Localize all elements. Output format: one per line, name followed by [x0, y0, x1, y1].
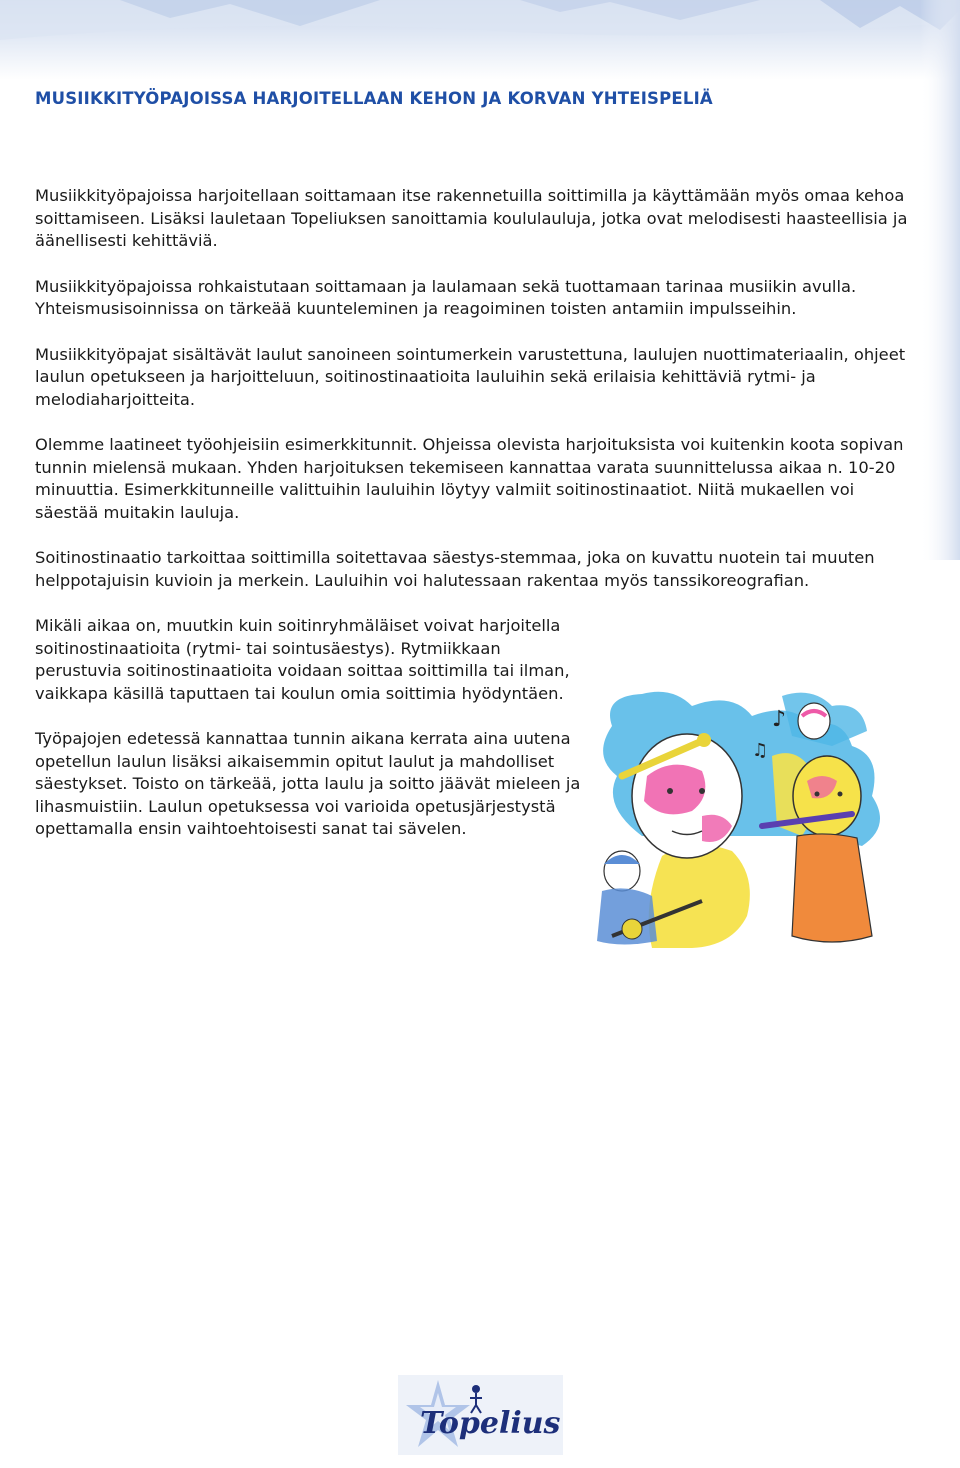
paragraph: Työpajojen edetessä kannattaa tunnin aikana kerrata aina uutena opetellun laulun lisäksi aikaisemmin opitut laulut ja mahdolliset säestykset. Toisto on tärkeää, jotta laulu ja soitto jäävät mieleen ja lihasmuistiin. Laulun opetuksessa voi varioida opetusjärjestystä opettamalla ensin vaihtoehtoisesti sanat tai sävelen.: [35, 729, 581, 838]
paragraph: Mikäli aikaa on, muutkin kuin soitinryhmäläiset voivat harjoitella soitinostinaatioita (rytmi- tai sointusäestys). Rytmiikkaan perustuvia soitinostinaatioita voidaan soittaa soittimilla tai ilman, vaikkapa käsillä taputtaen tai koulun omia soittimia hyödyntäen.: [35, 616, 570, 703]
header-decoration: [0, 0, 960, 80]
paragraph: Musiikkityöpajoissa rohkaistutaan soittamaan ja laulamaan sekä tuottamaan tarinaa musiikin avulla. Yhteismusisoinnissa on tärkeää kuunteleminen ja reagoiminen toisten antamiin impulsseihin.: [35, 276, 857, 318]
logo-text: Topelius: [420, 1406, 561, 1441]
paragraph: Musiikkityöpajat sisältävät laulut sanoineen sointumerkein varustettuna, laulujen nuottimateriaalin, ohjeet laulun opetukseen ja harjoitteluun, soitinostinaatioita lauluihin sekä erilaisia kehittäviä rytmi- ja melodiaharjoitteita.: [35, 344, 906, 409]
paragraph: Soitinostinaatio tarkoittaa soittimilla soitettavaa säestys-stemmaa, joka on kuvattu nuotein tai muuten helppotajuisin kuvioin ja merkein. Lauluihin voi halutessaan rakentaa myös tanssikoreografian.: [35, 548, 875, 590]
children-playing-instruments-illustration: [582, 686, 902, 958]
page-title: MUSIIKKITYÖPAJOISSA HARJOITELLAAN KEHON JA KORVAN YHTEISPELIÄ: [35, 89, 713, 108]
side-decoration: [920, 0, 960, 560]
svg-text:♫: ♫: [752, 740, 769, 761]
topelius-logo: [398, 1375, 563, 1455]
paragraph: Musiikkityöpajoissa harjoitellaan soittamaan itse rakennetuilla soittimilla ja käyttämään myös omaa kehoa soittamiseen. Lisäksi lauletaan Topeliuksen sanoittamia koululauluja, jotka ovat melodisesti haasteellisia ja äänellisesti kehittäviä.: [35, 186, 908, 250]
star-figure-icon: [398, 1375, 563, 1455]
paragraph: Olemme laatineet työohjeisiin esimerkkitunnit. Ohjeissa olevista harjoituksista voi kuitenkin koota sopivan tunnin mielensä mukaan. Yhden harjoituksen tekemiseen kannattaa varata suunnittelussa aikaa n. 10-20 minuuttia. Esimerkkitunneille valittuihin lauluihin löytyy valmiit soitinostinaatiot. Niitä mukaellen voi säestää muitakin lauluja.: [35, 435, 904, 522]
svg-text:♪: ♪: [772, 707, 787, 732]
